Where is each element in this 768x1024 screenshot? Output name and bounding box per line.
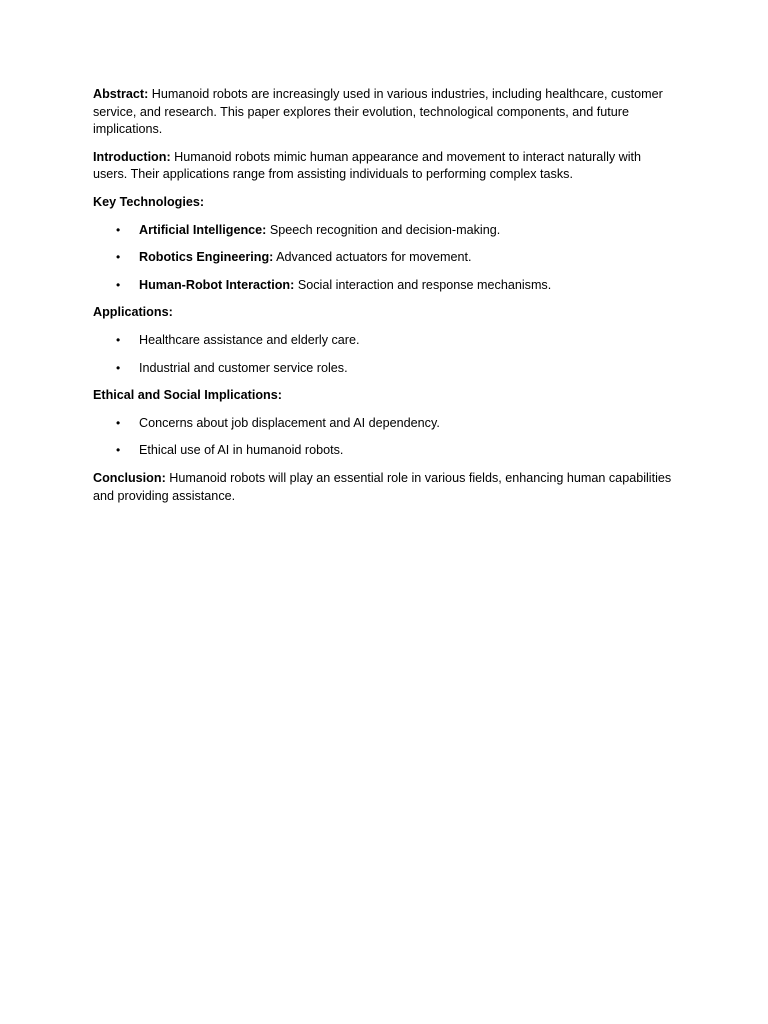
list-item-label: Robotics Engineering: <box>139 250 274 265</box>
key-technologies-heading: Key Technologies: <box>93 194 205 209</box>
conclusion-text: Humanoid robots will play an essential role in various fields, enhancing human capabilities and providing assistance. <box>93 470 672 503</box>
ethics-list <box>93 415 675 460</box>
applications-heading: Applications: <box>93 305 173 320</box>
list-item-label: Artificial Intelligence: <box>139 222 267 237</box>
abstract-label: Abstract: <box>93 87 149 101</box>
list-item-text: Industrial and customer service roles. <box>139 360 348 375</box>
abstract-text: Humanoid robots are increasingly used in various industries, including healthcare, customer service, and research. This paper explores their evolution, technological components, and future implications. <box>93 87 663 137</box>
conclusion-paragraph <box>93 470 675 505</box>
bullet-icon: • <box>116 443 121 458</box>
list-item-text: Advanced actuators for movement. <box>273 250 472 265</box>
list-item <box>93 249 675 267</box>
bullet-icon: • <box>116 360 121 375</box>
list-item-text: Healthcare assistance and elderly care. <box>139 332 360 347</box>
bullet-icon: • <box>116 332 121 347</box>
applications-list <box>93 332 675 377</box>
bullet-icon: • <box>116 415 121 430</box>
abstract-paragraph <box>93 86 675 139</box>
introduction-label: Introduction: <box>93 149 171 164</box>
bullet-icon: • <box>116 277 121 292</box>
list-item-text: Concerns about job displacement and AI dependency. <box>139 415 440 430</box>
list-item-text: Ethical use of AI in humanoid robots. <box>139 443 344 458</box>
list-item-text: Social interaction and response mechanisms. <box>294 277 552 292</box>
list-item-label: Human-Robot Interaction: <box>139 277 295 292</box>
list-item <box>93 442 675 460</box>
introduction-paragraph <box>93 149 675 184</box>
introduction-text: Humanoid robots mimic human appearance and movement to interact naturally with users. Their applications range from assisting individuals to performing complex tasks. <box>93 149 642 182</box>
bullet-icon: • <box>116 250 121 265</box>
list-item <box>93 277 675 295</box>
document-page <box>93 86 675 515</box>
ethics-heading: Ethical and Social Implications: <box>93 388 282 403</box>
key-technologies-list <box>93 222 675 295</box>
list-item <box>93 415 675 433</box>
bullet-icon: • <box>116 222 121 237</box>
list-item <box>93 222 675 240</box>
conclusion-label: Conclusion: <box>93 470 166 485</box>
list-item <box>93 360 675 378</box>
list-item <box>93 332 675 350</box>
list-item-text: Speech recognition and decision-making. <box>266 222 501 237</box>
